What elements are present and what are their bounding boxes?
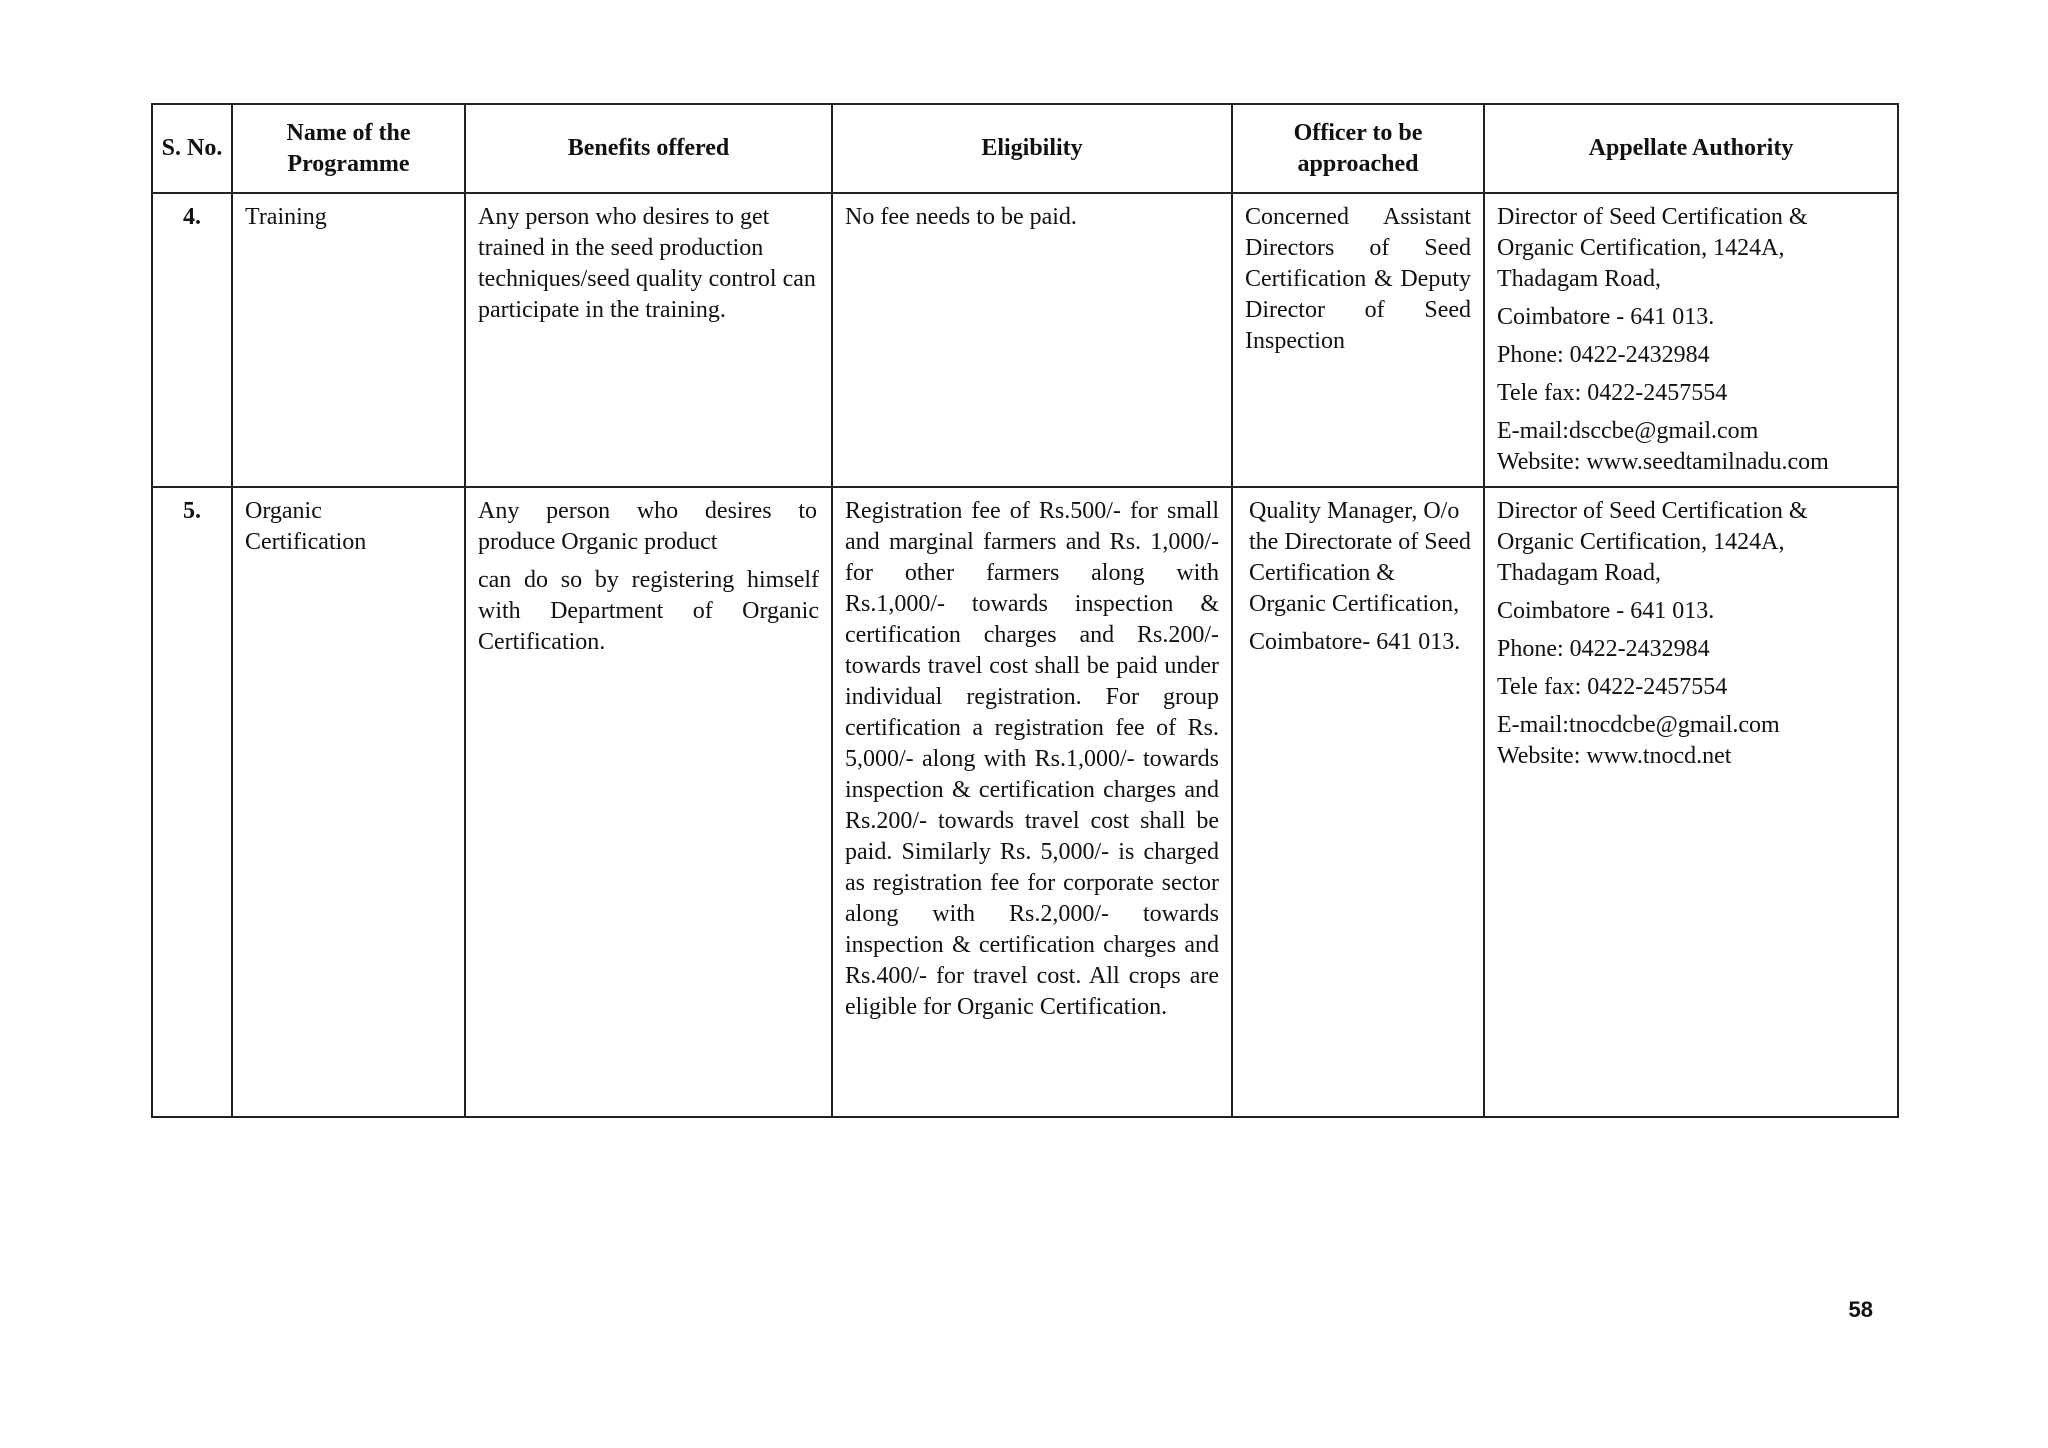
table-header-row — [152, 104, 1898, 193]
officer-text: Concerned Assistant Directors of Seed Certification & Deputy Director of Seed Inspection — [1245, 204, 1471, 354]
programme-name: Organic Certification — [232, 487, 465, 1117]
eligibility-text: Registration fee of Rs.500/- for small and marginal farmers and Rs. 1,000/- for other farmers along with Rs.1,000/- towards inspection & certification charges and Rs.200/- towards travel cost shall be paid under individual registration. For group certification a registration fee of Rs. 5,000/- along with Rs.1,000/- towards inspection & certification charges and Rs.200/- towards travel cost shall be paid. Similarly Rs. 5,000/- is charged as registration fee for corporate sector along with Rs.2,000/- towards inspection & certification charges and Rs.400/- for travel cost. All crops are eligible for Organic Certification. — [845, 498, 1219, 1020]
benefits-cell — [465, 193, 832, 487]
appellate-fax: Tele fax: 0422-2457554 — [1497, 380, 1728, 406]
table-row — [152, 487, 1898, 1117]
appellate-city: Coimbatore - 641 013. — [1497, 304, 1715, 330]
certification-schemes-table — [151, 103, 1899, 1118]
page-number: 58 — [1848, 1297, 1873, 1322]
row-sno: 5. — [152, 487, 232, 1117]
eligibility-text: No fee needs to be paid. — [845, 204, 1077, 230]
officer-cell — [1232, 487, 1484, 1117]
header-appellate: Appellate Authority — [1484, 104, 1898, 193]
officer-text: Coimbatore- 641 013. — [1249, 629, 1461, 655]
header-officer: Officer to be approached — [1232, 104, 1484, 193]
appellate-phone: Phone: 0422-2432984 — [1497, 342, 1710, 368]
table-row — [152, 193, 1898, 487]
appellate-email: E-mail:tnocdcbe@gmail.com — [1497, 712, 1780, 738]
appellate-phone: Phone: 0422-2432984 — [1497, 636, 1710, 662]
officer-text: Quality Manager, O/o the Directorate of Seed Certification & Organic Certification, — [1249, 498, 1471, 617]
appellate-address: Director of Seed Certification & Organic Certification, 1424A, Thadagam Road, — [1497, 498, 1808, 586]
appellate-cell — [1484, 487, 1898, 1117]
appellate-cell — [1484, 193, 1898, 487]
appellate-city: Coimbatore - 641 013. — [1497, 598, 1715, 624]
appellate-address: Director of Seed Certification & Organic Certification, 1424A, Thadagam Road, — [1497, 204, 1808, 292]
appellate-website: Website: www.tnocd.net — [1497, 743, 1732, 769]
header-sno: S. No. — [152, 104, 232, 193]
benefits-text: Any person who desires to produce Organic product — [478, 498, 817, 555]
benefits-cell — [465, 487, 832, 1117]
appellate-website: Website: www.seedtamilnadu.com — [1497, 449, 1829, 475]
benefits-text: can do so by registering himself with Department of Organic Certification. — [478, 567, 819, 655]
officer-cell — [1232, 193, 1484, 487]
appellate-fax: Tele fax: 0422-2457554 — [1497, 674, 1728, 700]
appellate-email: E-mail:dsccbe@gmail.com — [1497, 418, 1759, 444]
programme-name: Training — [232, 193, 465, 487]
header-eligibility: Eligibility — [832, 104, 1232, 193]
header-programme: Name of the Programme — [232, 104, 465, 193]
header-benefits: Benefits offered — [465, 104, 832, 193]
row-sno: 4. — [152, 193, 232, 487]
eligibility-cell — [832, 193, 1232, 487]
benefits-text: Any person who desires to get trained in the seed production techniques/seed quality control can participate in the training. — [478, 204, 816, 323]
eligibility-cell — [832, 487, 1232, 1117]
